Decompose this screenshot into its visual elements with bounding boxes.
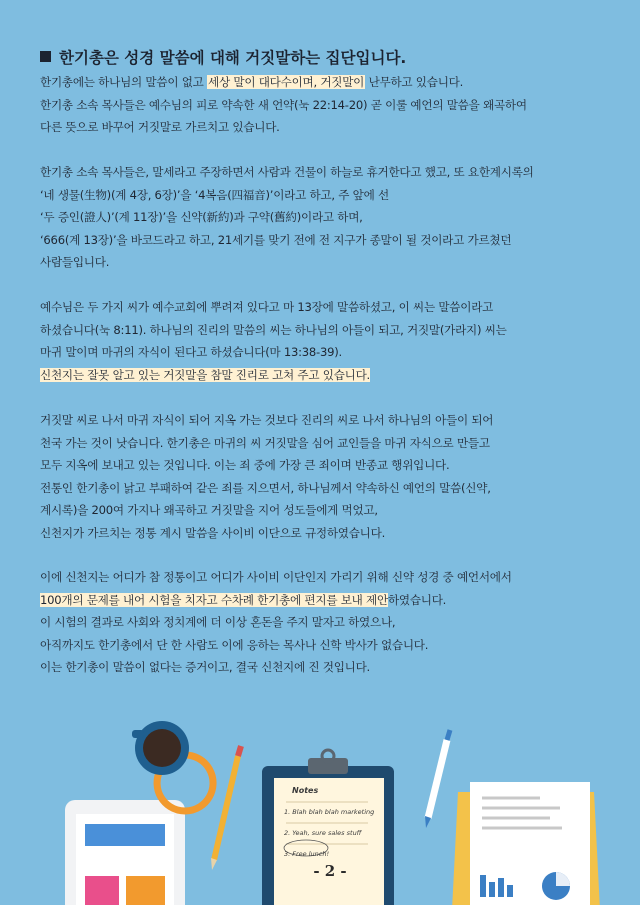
paragraph-5 <box>40 566 620 679</box>
text-line <box>40 589 620 612</box>
text-line <box>40 71 620 94</box>
pen-icon <box>425 730 450 828</box>
text-line: 사람들입니다. <box>40 255 110 269</box>
page-heading <box>40 46 620 68</box>
text-line: 이 시험의 결과로 사회와 정치계에 더 이상 혼돈을 주지 말자고 하였으나, <box>40 615 396 629</box>
text-line: 신천지가 가르치는 정통 계시 말씀을 사이비 이단으로 규정하였습니다. <box>40 525 386 540</box>
text-segment: 한기총에는 하나님의 말씀이 없고 <box>40 75 208 89</box>
highlighted-text: 세상 말이 대다수이며, 거짓말이 <box>208 75 365 89</box>
text-line: 아직까지도 한기총에서 단 한 사람도 이에 응하는 목사나 신학 박사가 없습니다. <box>40 637 429 652</box>
notes-item: 2. Yeah, sure sales stuff <box>284 829 362 837</box>
coffee-cup-icon <box>132 721 213 811</box>
text-segment: 난무하고 있습니다. <box>365 75 464 89</box>
clipboard-icon <box>262 750 394 905</box>
text-line: 거짓말 씨로 나서 마귀 자식이 되어 지옥 가는 것보다 진리의 씨로 나서 하나님의 아들이 되어 <box>40 413 494 427</box>
text-line: 하셨습니다(눅 8:11). 하나님의 진리의 말씀의 씨는 하나님의 아들이 되고, 거짓말(가라지) 씨는 <box>40 322 507 337</box>
paragraph-4 <box>40 409 620 544</box>
notes-item: 3. Free lunch! <box>284 850 330 858</box>
paragraph-1 <box>40 71 620 139</box>
highlighted-line <box>40 364 620 387</box>
paragraph-2 <box>40 161 620 274</box>
text-line: 계시록)을 200여 가지나 왜곡하고 거짓말을 지어 성도들에게 먹었고, <box>40 503 378 517</box>
square-bullet-icon <box>40 51 51 62</box>
text-line: 마귀 말이며 마귀의 자식이 된다고 하셨습니다(마 13:38-39). <box>40 345 342 359</box>
notes-title: Notes <box>292 786 319 795</box>
text-line: 한기총 소속 목사들은 예수님의 피로 약속한 새 언약(눅 22:14-20) 곧 이룰 예언의 말씀을 왜곡하여 <box>40 97 527 112</box>
text-line: 이에 신천지는 어디가 참 정통이고 어디가 사이비 이단인지 가리기 위해 신약 성경 중 예언서에서 <box>40 570 512 584</box>
text-line: 천국 가는 것이 낫습니다. 한기총은 마귀의 씨 거짓말을 심어 교인들을 마귀 자식으로 만들고 <box>40 435 490 450</box>
report-folder-icon <box>452 782 600 905</box>
text-line: ‘666(계 13장)’을 바코드라고 하고, 21세기를 맞기 전에 전 지구가 종말이 될 것이라고 가르쳤던 <box>40 232 512 247</box>
text-line: 한기총 소속 목사들은, 말세라고 주장하면서 사람과 건물이 하늘로 휴거한다고 했고, 또 요한계시록의 <box>40 165 534 179</box>
notes-item: 1. Blah blah blah marketing <box>284 808 375 816</box>
text-line: 예수님은 두 가지 씨가 예수교회에 뿌려져 있다고 마 13장에 말씀하셨고, 이 씨는 말씀이라고 <box>40 300 494 314</box>
pencil-icon <box>211 746 241 870</box>
text-line: 다른 뜻으로 바꾸어 거짓말로 가르치고 있습니다. <box>40 120 280 134</box>
page-number: - 2 - <box>313 862 347 880</box>
text-line: ‘두 증인(證人)’(계 11장)’을 신약(新約)과 구약(舊約)이라고 하며, <box>40 210 363 224</box>
text-line: 모두 지옥에 보내고 있는 것입니다. 이는 죄 중에 가장 큰 죄이며 반종교 행위입니다. <box>40 458 450 472</box>
text-line: 전통인 한기총이 낡고 부패하여 같은 죄를 지으면서, 하나님께서 약속하신 예언의 말씀(신약, <box>40 480 491 495</box>
highlighted-text: 100개의 문제를 내어 시험을 치자고 수차례 한기총에 편지를 보내 제안 <box>40 592 388 607</box>
highlighted-text: 신천지는 잘못 알고 있는 거짓말을 참말 진리로 고쳐 주고 있습니다. <box>40 367 370 382</box>
paragraph-3 <box>40 296 620 386</box>
text-line: ‘네 생물(生物)(계 4장, 6장)’을 ‘4복음(四福音)’이라고 하고, 주 앞에 선 <box>40 187 389 202</box>
text-segment: 하였습니다. <box>387 592 447 607</box>
tablet-icon <box>65 800 185 905</box>
text-line: 이는 한기총이 말씀이 없다는 증거이고, 결국 신천지에 진 것입니다. <box>40 660 370 674</box>
heading-text: 한기총은 성경 말씀에 대해 거짓말하는 집단입니다. <box>59 49 407 67</box>
